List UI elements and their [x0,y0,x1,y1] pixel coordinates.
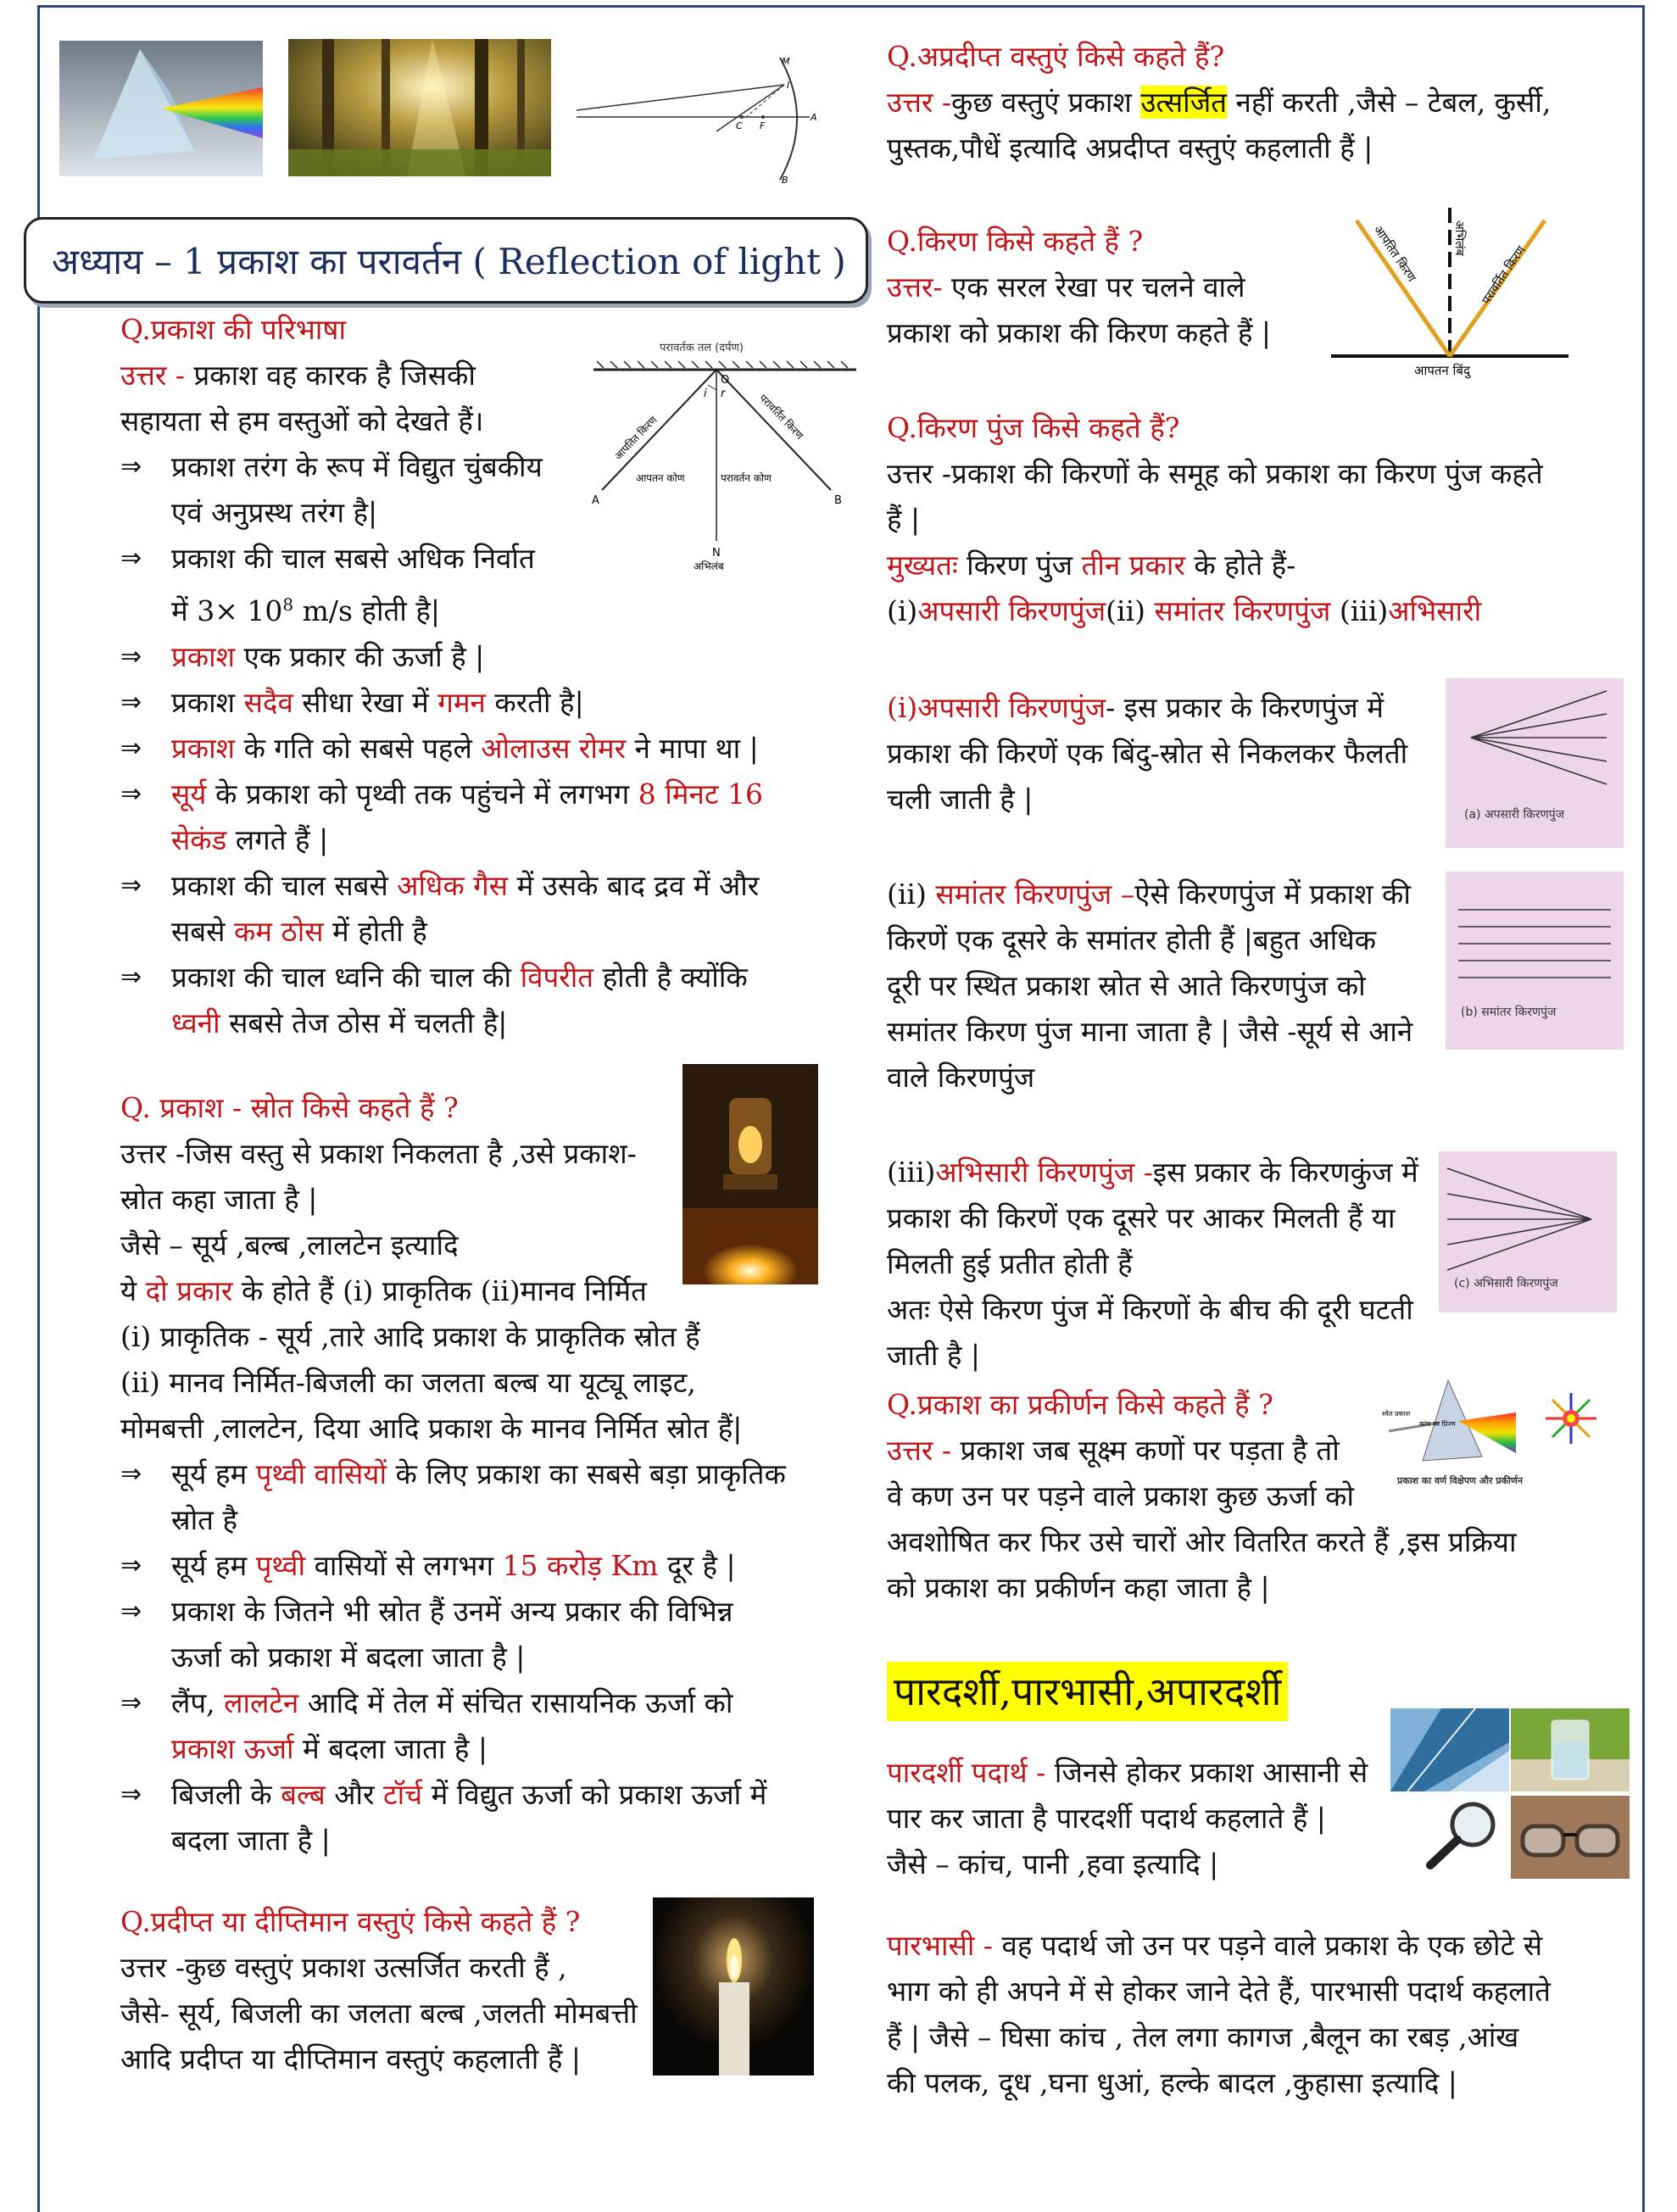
bullet-item: ⇒ प्रकाश के जितने भी स्रोत हैं उनमें अन्य प्रकार की विभिन्न [120,1589,883,1635]
bullet-item: ⇒ प्रकाश एक प्रकार की ऊर्जा है | [120,634,799,680]
ray-point-label: आपतन बिंदु [1414,363,1470,378]
prism-photo [59,41,263,176]
luminous-question: Q.प्रदीप्त या दीप्तिमान वस्तुएं किसे कहते हैं ? [120,1905,581,1938]
dispersion-caption: प्रकाश का वर्ण विक्षेपण और प्रकीर्णन [1397,1475,1523,1486]
bullet-item: ⇒ प्रकाश की चाल सबसे अधिक गैस में उसके बाद द्रव में और [120,863,799,909]
point-A: A [592,494,599,507]
spectacles-photo [1511,1796,1630,1879]
bullet-item: ⇒ प्रकाश सदैव सीधा रेखा में गमन करती है| [120,680,799,726]
reflected-ray-label: परावर्तित किरण [756,392,806,443]
diverging-section: (i)अपसारी किरणपुंज- इस प्रकार के किरणपुंज में प्रकाश की किरणें एक बिंदु-स्रोत से निकलकर फैलती चली जाती है | [887,691,1408,816]
bullet-item: ⇒ प्रकाश के गति को सबसे पहले ओलाउस रोमर ने मापा था | [120,726,799,772]
incident-ray-label: आपतित किरण [612,414,660,463]
converging-section: (iii)अभिसारी किरणपुंज -इस प्रकार के किरणकुंज में प्रकाश की किरणें एक दूसरे पर आकर मिलती हैं या मिलती हुई प्रतीत होती हैं अतः ऐसे किरण पुंज में किरणों के बीच की दूरी घटती जाती है | [887,1156,1418,1372]
angle-i: i [704,387,707,400]
ray-incident-label: आपतित किरण [1370,223,1418,285]
magnifier-photo [1412,1796,1510,1870]
parallel-section: (ii) समांतर किरणपुंज –ऐसे किरणपुंज में प्रकाश की किरणें एक दूसरे के समांतर होती हैं |बहुत अधिक दूरी पर स्थित प्रकाश स्रोत से आते किरणपुंज को समांतर किरण पुंज माना जाता है | जैसे -सूर्य से आने वाले किरणपुंज [887,878,1413,1094]
normal-label: अभिलंब [694,560,724,572]
glass-prism-label: कांच का प्रिज्म [1419,1420,1456,1428]
left-column: Q.प्रकाश की परिभाषा उत्तर - प्रकाश वह कारक है जिसकी सहायता से हम वस्तुओं को देखते हैं। [120,307,816,444]
point-O: O [721,374,730,387]
bullet-item: ⇒ प्रकाश की चाल सबसे अधिक निर्वात [120,536,799,582]
mirror-label-F: F [760,120,766,131]
ray-diagram [1323,203,1577,382]
forest-photo [288,39,551,176]
angle-incidence-label: आपतन कोण [636,472,685,484]
light-definition-question: Q.प्रकाश की परिभाषा [120,313,347,346]
bullet-item: ⇒ लैंप, लालटेन आदि में तेल में संचित रासायनिक ऊर्जा को [120,1680,883,1726]
converging-beam-diagram [1439,1151,1617,1312]
bullet-item: ⇒ सूर्य हम पृथ्वी वासियों से लगभग 15 करोड़ Km दूर है | [120,1543,883,1589]
ray-section: Q.किरण किसे कहते हैं ? उत्तर- एक सरल रेखा पर चलने वाले प्रकाश को प्रकाश की किरण कहते हैं | [887,219,1328,356]
left-bullets: ⇒ प्रकाश तरंग के रूप में विद्युत चुंबकीय एवं अनुप्रस्थ तरंग है| ⇒ प्रकाश की चाल सबसे अधिक निर्वात में $3\times 10^8$ m/s होती है| ⇒ प्रकाश एक प्रकार की ऊर्जा है | ⇒ प्रकाश सदैव सीधा रेखा में गमन करती है| ⇒ प्रकाश के गति को सबसे पहले ओलाउस रोमर ने मापा था | ⇒ सूर्य के प्रकाश को पृथ्वी तक पहुंचने में लगभग 8 मिनट 16 सेकंड लगते हैं | ⇒ प्रकाश की चाल सबसे अधिक गैस में उसके बाद द्रव में और सबसे कम ठोस में होती है ⇒ प्रकाश की चाल ध्वनि की चाल की विपरीत होती है क्योंकि ध्वनी सबसे तेज ठोस में चलती है| [120,444,799,1046]
answer-label: उत्तर - [120,359,186,392]
transparency-section [887,1662,1633,1721]
mirror-label-B: B [782,175,788,186]
mirror-label-C: C [736,120,743,131]
beam-section: Q.किरण पुंज किसे कहते हैं? उत्तर -प्रकाश की किरणों के समूह को प्रकाश का किरण पुंज कहते हैं | मुख्यतः किरण पुंज तीन प्रकार के होते हैं- (i)अपसारी किरणपुंज(ii) समांतर किरणपुंज (iii)अभिसारी [887,405,1633,634]
concave-mirror-diagram [568,51,822,187]
luminous-section: Q.प्रदीप्त या दीप्तिमान वस्तुएं किसे कहते हैं ? उत्तर -कुछ वस्तुएं प्रकाश उत्सर्जित करती हैं , जैसे- सूर्य, बिजली का जलता बल्ब ,जलती मोमबत्ती आदि प्रदीप्त या दीप्तिमान वस्तुएं कहलाती हैं | [120,1899,663,2082]
non-luminous-section: Q.अप्रदीप्त वस्तुएं किसे कहते हैं? उत्तर -कुछ वस्तुएं प्रकाश उत्सर्जित नहीं करती ,जैसे – टेबल, कुर्सी, पुस्तक,पौधें इत्यादि अप्रदीप्त वस्तुएं कहलाती हैं | [887,34,1633,171]
angle-r: r [721,387,726,400]
parallel-caption: (b) समांतर किरणपुंज [1461,1006,1557,1019]
bullet-item: ⇒ सूर्य हम पृथ्वी वासियों के लिए प्रकाश का सबसे बड़ा प्राकृतिक [120,1451,883,1497]
mirror-label-M: M [782,56,790,67]
beam-question: Q.किरण पुंज किसे कहते हैं? [887,411,1180,444]
translucent-section: पारभासी - वह पदार्थ जो उन पर पड़ने वाले प्रकाश के एक छोटे से भाग को ही अपने में से होकर जाने देते हैं, पारभासी पदार्थ कहलाते हैं | जैसे – घिसा कांच , तेल लगा कागज ,बैलून का रबड़ ,आंख की पलक, दूध ,घना धुआं, हल्के बादल ,कुहासा इत्यादि | [887,1929,1551,2099]
bullet-item: ⇒ प्रकाश तरंग के रूप में विद्युत चुंबकीय [120,444,799,490]
point-N: N [712,547,721,560]
bullet-item: ⇒ सूर्य के प्रकाश को पृथ्वी तक पहुंचने में लगभग 8 मिनट 16 [120,772,799,817]
surface-label: परावर्तक तल (दर्पण) [660,342,744,354]
transparent-section: पारदर्शी पदार्थ - जिनसे होकर प्रकाश आसानी से पार कर जाता है पारदर्शी पदार्थ कहलाते हैं | जैसे – कांच, पानी ,हवा इत्यादि | [887,1756,1368,1880]
ray-question: Q.किरण किसे कहते हैं ? [887,225,1144,258]
ray-reflected-label: परावर्तित किरण [1479,243,1529,308]
non-luminous-question: Q.अप्रदीप्त वस्तुएं किसे कहते हैं? [887,40,1225,73]
mirror-label-I: I [787,80,790,91]
scattering-question: Q.प्रकाश का प्रकीर्णन किसे कहते हैं ? [887,1388,1273,1421]
white-light-label: श्वेत प्रकाश [1382,1410,1411,1418]
angle-reflection-label: परावर्तन कोण [721,472,772,484]
diverging-beam-diagram [1446,678,1624,848]
scattering-section: Q.प्रकाश का प्रकीर्णन किसे कहते हैं ? उत्तर - प्रकाश जब सूक्ष्म कणों पर पड़ता है तो वे कण उन पर पड़ने वाले प्रकाश कुछ ऊर्जा को अवशोषित कर फिर उसे चारों ओर वितरित करते हैं ,इस प्रक्रिया को प्रकाश का प्रकीर्णन कहा जाता है | [887,1382,1633,1611]
candle-photo [653,1897,814,2075]
parallel-beam-diagram [1446,872,1624,1050]
diverging-caption: (a) अपसारी किरणपुंज [1464,808,1565,822]
bullet-item: ⇒ प्रकाश की चाल ध्वनि की चाल की विपरीत होती है क्योंकि [120,955,799,1000]
ray-normal-label: अभिलंब [1452,220,1466,256]
point-B: B [834,494,842,507]
light-source-question: Q. प्रकाश - स्रोत किसे कहते हैं ? [120,1091,459,1124]
bullet-item: ⇒ बिजली के बल्ब और टॉर्च में विद्युत ऊर्जा को प्रकाश ऊर्जा में [120,1772,883,1818]
converging-caption: (c) अभिसारी किरणपुंज [1454,1277,1558,1290]
mirror-label-A: A [811,112,817,123]
chapter-title: अध्याय – 1 प्रकाश का परावर्तन ( Reflection of light ) [24,217,868,304]
light-source-section: Q. प्रकाश - स्रोत किसे कहते हैं ? उत्तर -जिस वस्तु से प्रकाश निकलता है ,उसे प्रकाश- स्रोत कहा जाता है | जैसे – सूर्य ,बल्ब ,लालटेन इत्यादि ये दो प्रकार के होते हैं (i) प्राकृतिक (ii)मानव निर्मित (i) प्राकृतिक - सूर्य ,तारे आदि प्रकाश के प्राकृतिक स्रोत हैं (ii) मानव निर्मित-बिजली का जलता बल्ब या यूट्यू लाइट, मोमबत्ती ,लालटेन, दिया आदि प्रकाश के मानव निर्मित स्रोत हैं| ⇒ सूर्य हम पृथ्वी वासियों के लिए प्रकाश का सबसे बड़ा प्राकृतिक स्रोत है ⇒ सूर्य हम पृथ्वी वासियों से लगभग 15 करोड़ Km दूर है | ⇒ प्रकाश के जितने भी स्रोत हैं उनमें अन्य प्रकार की विभिन्न ऊर्जा को प्रकाश में बदला जाता है | ⇒ लैंप, लालटेन आदि में तेल में संचित रासायनिक ऊर्जा को प्रकाश ऊर्जा में बदला जाता है | ⇒ बिजली के बल्ब और टॉर्च में विद्युत ऊर्जा को प्रकाश ऊर्जा में बदला जाता है | [120,1085,883,1864]
section-heading: पारदर्शी,पारभासी,अपारदर्शी [887,1662,1288,1721]
highlighted-word: उत्सर्जित [1140,86,1228,119]
